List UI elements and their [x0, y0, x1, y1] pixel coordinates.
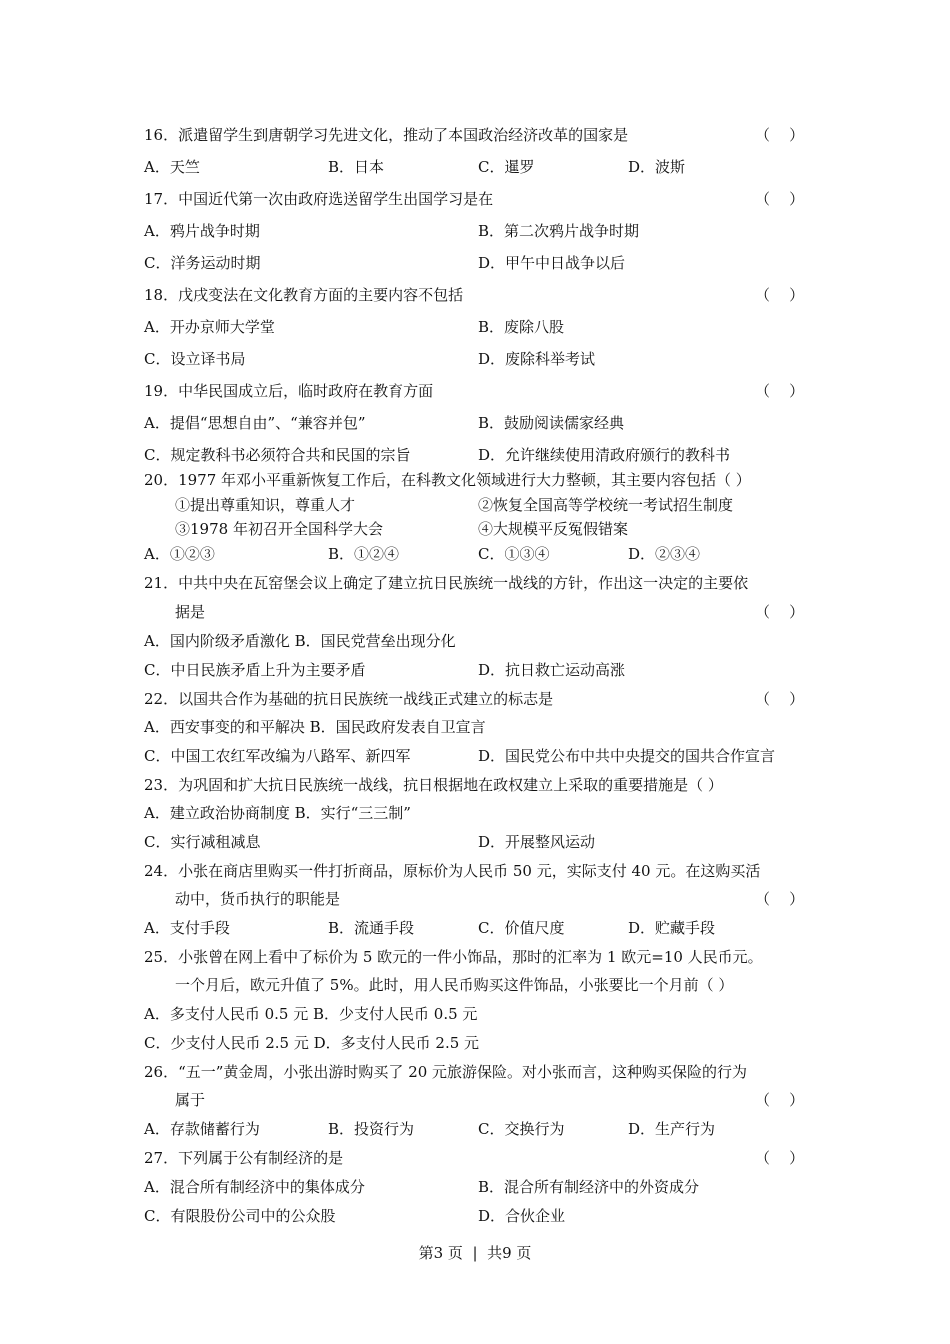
option-a: A．混合所有制经济中的集体成分 [144, 1178, 365, 1196]
question-24-stem-cont: 动中，货币执行的职能是 [175, 890, 341, 908]
option-c: C．价值尺度 [478, 919, 565, 937]
option-d: D．甲午中日战争以后 [478, 254, 626, 272]
option-b: B．废除八股 [478, 318, 565, 336]
statement-4: ④大规模平反冤假错案 [478, 520, 629, 538]
option-d: D．②③④ [628, 545, 701, 563]
answer-bracket: （ ） [755, 603, 805, 621]
answer-bracket: （ ） [755, 126, 805, 144]
option-d: D．开展整风运动 [478, 833, 596, 851]
option-c: C．交换行为 [478, 1120, 565, 1138]
option-a: A．天竺 [144, 158, 200, 176]
option-a: A．鸦片战争时期 [144, 222, 260, 240]
option-d: D．波斯 [628, 158, 686, 176]
answer-bracket: （ ） [755, 286, 805, 304]
option-c: C．中国工农红军改编为八路军、新四军 [144, 747, 411, 765]
page-footer [0, 1243, 950, 1263]
option-c: C．实行减租减息 [144, 833, 261, 851]
option-c: C．有限股份公司中的公众股 [144, 1207, 336, 1225]
option-b: B．日本 [328, 158, 385, 176]
option-b: B．第二次鸦片战争时期 [478, 222, 640, 240]
option-a: A．存款储蓄行为 [144, 1120, 260, 1138]
answer-bracket: （ ） [755, 690, 805, 708]
question-19-stem: 19．中华民国成立后，临时政府在教育方面 [144, 382, 434, 400]
option-a: A．提倡“思想自由”、“兼容并包” [144, 414, 366, 432]
statement-3: ③1978 年初召开全国科学大会 [175, 520, 383, 538]
question-24-stem: 24．小张在商店里购买一件打折商品，原标价为人民币 50 元，实际支付 40 元。在这购买活 [144, 862, 761, 880]
option-c: C．洋务运动时期 [144, 254, 261, 272]
question-25-stem: 25．小张曾在网上看中了标价为 5 欧元的一件小饰品，那时的汇率为 1 欧元=10 人民币元。 [144, 948, 763, 966]
page-total: 共9 页 [487, 1244, 532, 1262]
question-21-stem: 21．中共中央在瓦窑堡会议上确定了建立抗日民族统一战线的方针，作出这一决定的主要依 [144, 574, 749, 592]
question-23-stem: 23．为巩固和扩大抗日民族统一战线，抗日根据地在政权建立上采取的重要措施是（ ） [144, 776, 723, 794]
question-21-stem-cont: 据是 [175, 603, 206, 621]
question-18-stem: 18．戊戌变法在文化教育方面的主要内容不包括 [144, 286, 464, 304]
option-b: B．鼓励阅读儒家经典 [478, 414, 625, 432]
option-c: C．暹罗 [478, 158, 535, 176]
answer-bracket: （ ） [755, 190, 805, 208]
answer-bracket: （ ） [755, 382, 805, 400]
option-a-b: A．多支付人民币 0.5 元 B．少支付人民币 0.5 元 [144, 1005, 478, 1023]
answer-bracket: （ ） [755, 890, 805, 908]
option-b: B．流通手段 [328, 919, 415, 937]
option-a: A．支付手段 [144, 919, 230, 937]
question-22-stem: 22．以国共合作为基础的抗日民族统一战线正式建立的标志是 [144, 690, 554, 708]
option-a-b: A．国内阶级矛盾激化 B．国民党营垒出现分化 [144, 632, 456, 650]
option-c: C．规定教科书必须符合共和民国的宗旨 [144, 446, 411, 464]
option-d: D．国民党公布中共中央提交的国共合作宣言 [478, 747, 776, 765]
answer-bracket: （ ） [755, 1091, 805, 1109]
option-b: B．投资行为 [328, 1120, 415, 1138]
answer-bracket: （ ） [755, 1149, 805, 1167]
option-a: A．①②③ [144, 545, 215, 563]
footer-separator: | [472, 1244, 478, 1262]
page-number: 第3 页 [418, 1244, 463, 1262]
question-26-stem: 26．“五一”黄金周，小张出游时购买了 20 元旅游保险。对小张而言，这种购买保险的行为 [144, 1063, 748, 1081]
option-a-b: A．西安事变的和平解决 B．国民政府发表自卫宣言 [144, 718, 486, 736]
option-d: D．废除科举考试 [478, 350, 596, 368]
option-c: C．中日民族矛盾上升为主要矛盾 [144, 661, 366, 679]
statement-1: ①提出尊重知识，尊重人才 [175, 496, 356, 514]
option-a-b: A．建立政治协商制度 B．实行“三三制” [144, 804, 411, 822]
option-d: D．生产行为 [628, 1120, 716, 1138]
question-17-stem: 17．中国近代第一次由政府选送留学生出国学习是在 [144, 190, 494, 208]
option-c: C．设立译书局 [144, 350, 246, 368]
question-20-stem: 20．1977 年邓小平重新恢复工作后，在科教文化领域进行大力整顿，其主要内容包括（ ） [144, 471, 751, 489]
option-d: D．贮藏手段 [628, 919, 716, 937]
question-25-stem-cont: 一个月后，欧元升值了 5%。此时，用人民币购买这件饰品，小张要比一个月前（ ） [175, 976, 734, 994]
option-c-d: C．少支付人民币 2.5 元 D．多支付人民币 2.5 元 [144, 1034, 480, 1052]
option-d: D．合伙企业 [478, 1207, 566, 1225]
option-b: B．混合所有制经济中的外资成分 [478, 1178, 700, 1196]
option-d: D．抗日救亡运动高涨 [478, 661, 626, 679]
option-a: A．开办京师大学堂 [144, 318, 275, 336]
statement-2: ②恢复全国高等学校统一考试招生制度 [478, 496, 734, 514]
option-d: D．允许继续使用清政府颁行的教科书 [478, 446, 731, 464]
question-26-stem-cont: 属于 [175, 1091, 206, 1109]
question-16-stem: 16．派遣留学生到唐朝学习先进文化，推动了本国政治经济改革的国家是 [144, 126, 629, 144]
option-b: B．①②④ [328, 545, 400, 563]
question-27-stem: 27．下列属于公有制经济的是 [144, 1149, 344, 1167]
option-c: C．①③④ [478, 545, 550, 563]
